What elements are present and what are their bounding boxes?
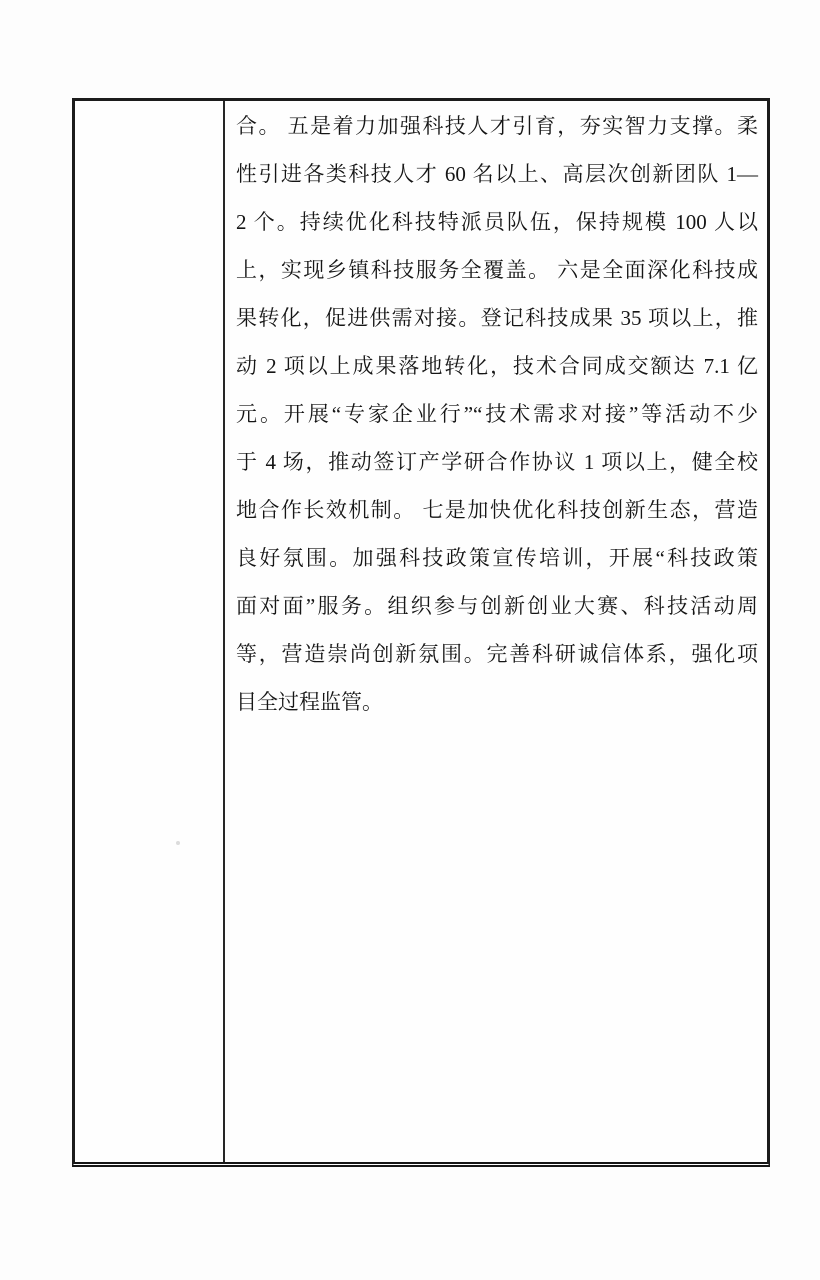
paragraph-line: 等，营造崇尚创新氛围。完善科研诚信体系，强化项 [236,642,758,666]
scan-artifact-dot [176,841,180,845]
paragraph-line: 面对面”服务。组织参与创新创业大赛、科技活动周 [236,594,758,618]
paragraph-line: 合。 五是着力加强科技人才引育，夯实智力支撑。柔 [236,114,758,138]
form-table [72,98,770,1167]
paragraph-line: 地合作长效机制。 七是加快优化科技创新生态，营造 [236,498,758,522]
paragraph-line: 果转化，促进供需对接。登记科技成果 35 项以上，推 [236,306,758,330]
paragraph-line: 性引进各类科技人才 60 名以上、高层次创新团队 1— [236,162,758,186]
paragraph-line: 于 4 场，推动签订产学研合作协议 1 项以上，健全校 [236,450,758,474]
table-cell-content [225,101,767,1162]
paragraph-line: 良好氛围。加强科技政策宣传培训，开展“科技政策 [236,546,758,570]
table-cell-label-column [75,101,225,1162]
paragraph-line: 2 个。持续优化科技特派员队伍，保持规模 100 人以 [236,210,758,234]
paragraph-line: 目全过程监管。 [236,690,383,714]
paragraph-line: 元。开展“专家企业行”“技术需求对接”等活动不少 [236,402,758,426]
paragraph-line: 动 2 项以上成果落地转化，技术合同成交额达 7.1 亿 [236,354,758,378]
paragraph-line: 上，实现乡镇科技服务全覆盖。 六是全面深化科技成 [236,258,758,282]
